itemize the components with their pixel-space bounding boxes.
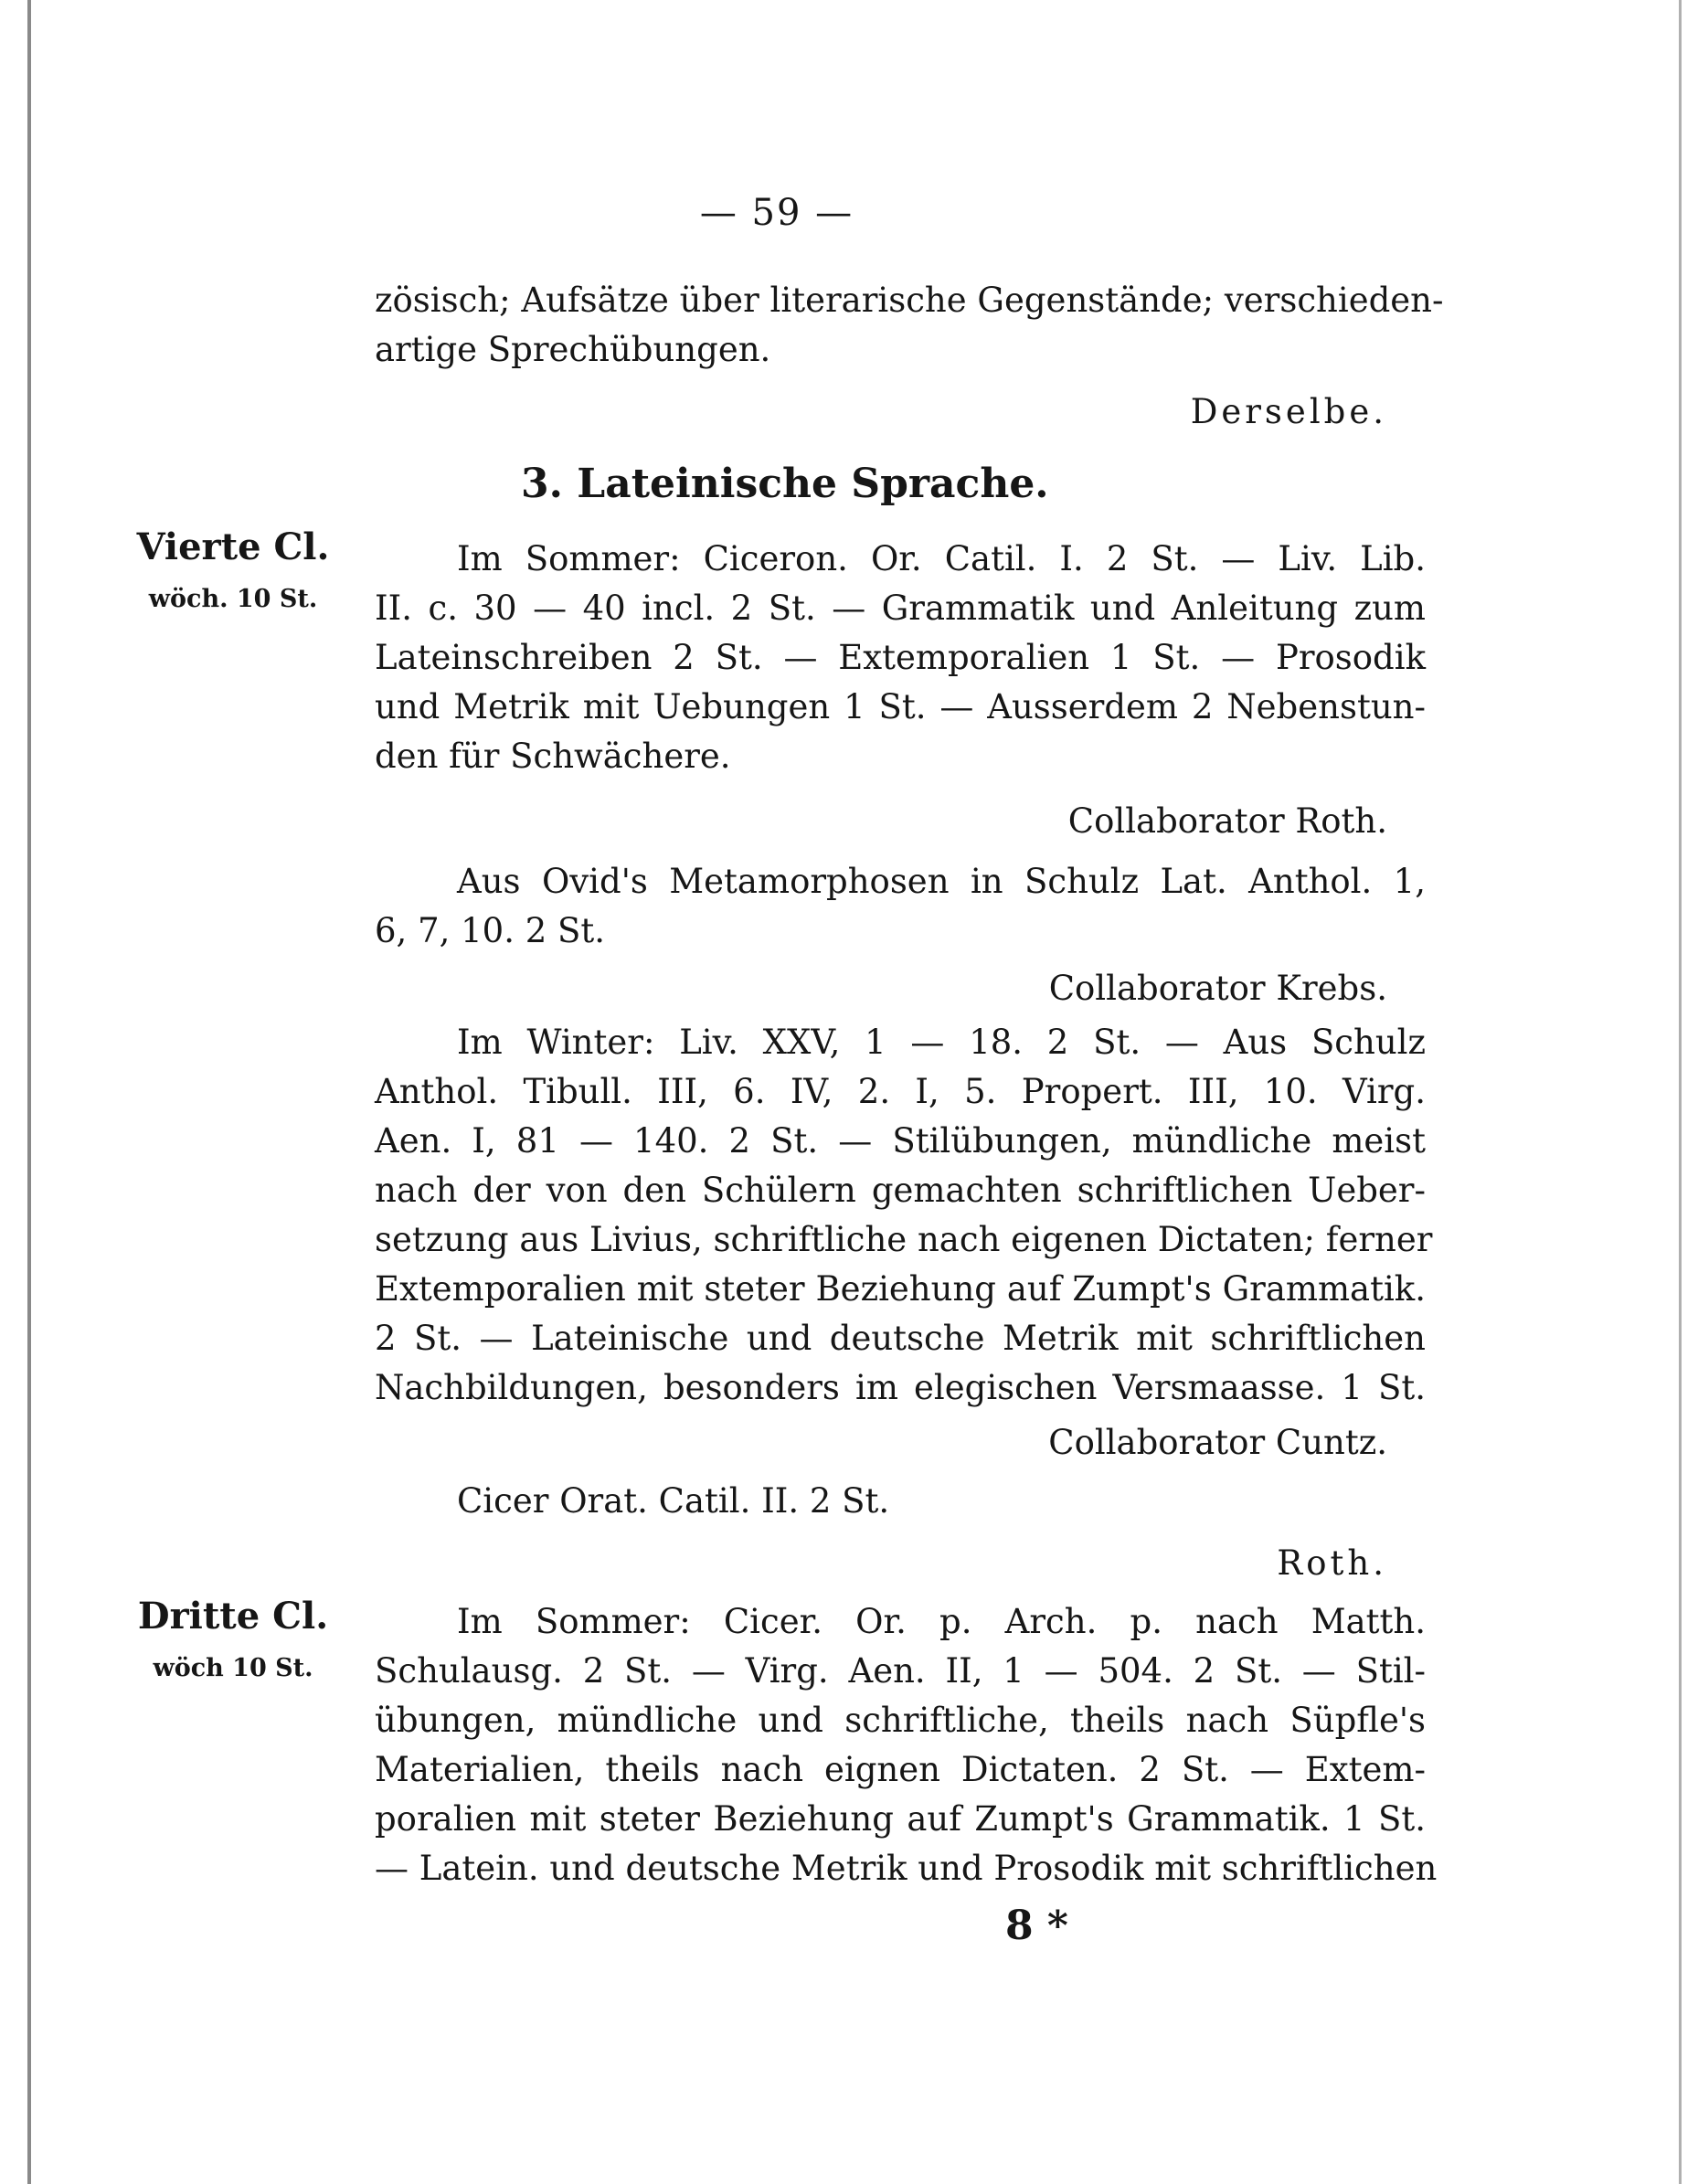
page-edge-right (1679, 0, 1682, 2184)
text-line: II. c. 30 — 40 incl. 2 St. — Grammatik und Anleitung zum (375, 588, 1426, 628)
text-line: Im Sommer: Ciceron. Or. Catil. I. 2 St. — Liv. Lib. (457, 539, 1426, 578)
hours-label-vierte: wöch. 10 St. (148, 585, 318, 613)
text-line: zösisch; Aufsätze über literarische Gegenstände; verschieden- (375, 281, 1444, 320)
text-line: Aus Ovid's Metamorphosen in Schulz Lat. Anthol. 1, (457, 862, 1426, 901)
section-heading: 3. Lateinische Sprache. (521, 461, 1049, 507)
text-line: Anthol. Tibull. III, 6. IV, 2. I, 5. Propert. III, 10. Virg. (375, 1072, 1426, 1111)
text-line: den für Schwächere. (375, 737, 731, 776)
page-edge-left (27, 0, 31, 2184)
teacher-name: Derselbe. (1190, 392, 1387, 431)
text-line: Schulausg. 2 St. — Virg. Aen. II, 1 — 504. 2 St. — Stil- (375, 1651, 1426, 1691)
teacher-name: Collaborator Cuntz. (1048, 1423, 1387, 1462)
text-line: 2 St. — Lateinische und deutsche Metrik mit schriftlichen (375, 1319, 1426, 1358)
text-line: Cicer Orat. Catil. II. 2 St. (457, 1481, 890, 1521)
text-line: übungen, mündliche und schriftliche, theils nach Süpfle's (375, 1701, 1426, 1740)
text-line: poralien mit steter Beziehung auf Zumpt's Grammatik. 1 St. (375, 1799, 1426, 1839)
teacher-name: Roth. (1277, 1543, 1387, 1583)
class-label-dritte: Dritte Cl. (137, 1595, 329, 1638)
text-line: 6, 7, 10. 2 St. (375, 911, 606, 950)
text-line: Aen. I, 81 — 140. 2 St. — Stilübungen, mündliche meist (375, 1121, 1426, 1161)
text-line: Extemporalien mit steter Beziehung auf Zumpt's Grammatik. (375, 1269, 1426, 1309)
text-line: und Metrik mit Uebungen 1 St. — Ausserdem 2 Nebenstun- (375, 687, 1426, 726)
text-line: Im Sommer: Cicer. Or. p. Arch. p. nach Matth. (457, 1602, 1426, 1641)
text-line: Nachbildungen, besonders im elegischen Versmaasse. 1 St. (375, 1368, 1426, 1407)
teacher-name: Collaborator Krebs. (1048, 969, 1387, 1008)
text-line: setzung aus Livius, schriftliche nach eigenen Dictaten; ferner (375, 1220, 1433, 1259)
teacher-name: Collaborator Roth. (1067, 801, 1387, 841)
signature-mark: 8 * (1005, 1903, 1068, 1949)
text-line: nach der von den Schülern gemachten schriftlichen Ueber- (375, 1171, 1426, 1210)
text-line: Materialien, theils nach eignen Dictaten. 2 St. — Extem- (375, 1750, 1426, 1789)
text-line: artige Sprechübungen. (375, 330, 771, 369)
text-line: Im Winter: Liv. XXV, 1 — 18. 2 St. — Aus Schulz (457, 1023, 1426, 1062)
text-line: Lateinschreiben 2 St. — Extemporalien 1 St. — Prosodik (375, 638, 1426, 677)
page-number: — 59 — (699, 192, 854, 234)
class-label-vierte: Vierte Cl. (136, 525, 330, 568)
text-line: — Latein. und deutsche Metrik und Prosodik mit schriftlichen (375, 1849, 1438, 1888)
hours-label-dritte: wöch 10 St. (153, 1654, 313, 1682)
